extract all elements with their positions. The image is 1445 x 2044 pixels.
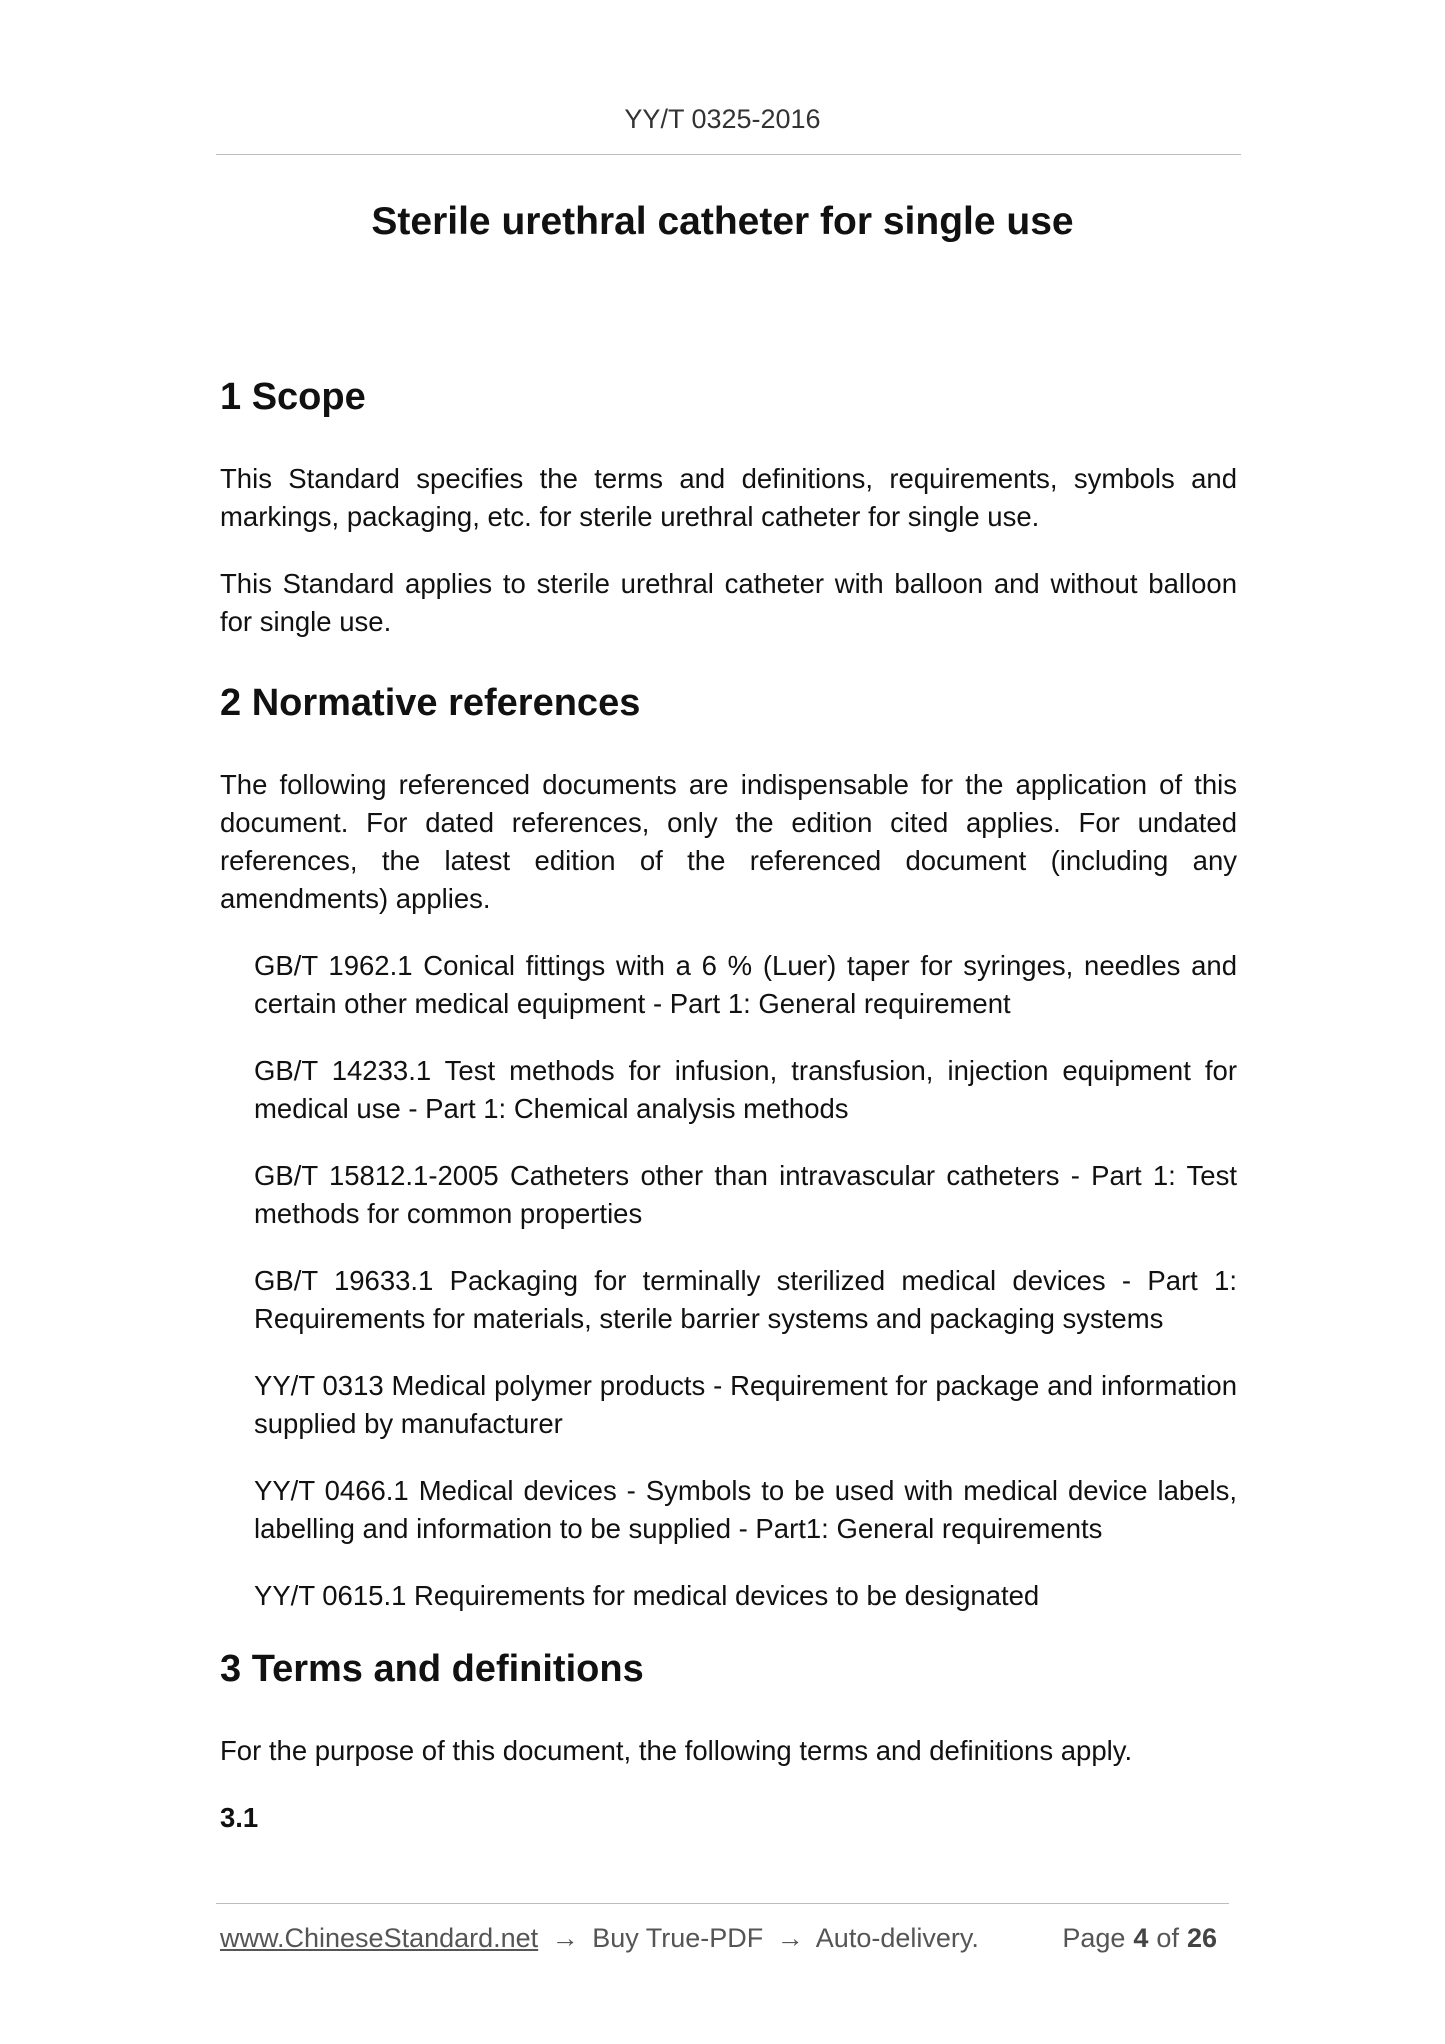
footer-buy-text: Buy True-PDF [592, 1923, 764, 1953]
header-divider [216, 154, 1241, 155]
page-of-label: of [1156, 1923, 1179, 1953]
website-link[interactable]: www.ChineseStandard.net [220, 1923, 539, 1953]
standard-code-header: YY/T 0325-2016 [624, 104, 821, 134]
page-label: Page [1062, 1923, 1126, 1953]
reference-item: YY/T 0466.1 Medical devices - Symbols to be used with medical device labels, labelling and information to be supplied - Part1: General requirements [254, 1475, 1237, 1544]
page-total: 26 [1186, 1923, 1217, 1953]
document-body [220, 373, 1237, 1837]
page-footer [220, 1920, 1225, 1956]
scope-paragraph: This Standard applies to sterile urethral catheter with balloon and without balloon for single use. [220, 568, 1237, 637]
terms-intro-paragraph: For the purpose of this document, the following terms and definitions apply. [220, 1735, 1133, 1766]
clause-number: 3.1 [220, 1802, 259, 1833]
page-current: 4 [1133, 1923, 1149, 1953]
document-title: Sterile urethral catheter for single use [371, 200, 1074, 243]
reference-list [220, 947, 1237, 1615]
reference-item: GB/T 1962.1 Conical fittings with a 6 % (Luer) taper for syringes, needles and certain other medical equipment - Part 1: General requirement [254, 950, 1237, 1019]
arrow-right-icon: → [776, 1923, 804, 1953]
footer-divider [216, 1903, 1229, 1904]
section-heading-normative-references: 2 Normative references [220, 682, 641, 724]
reference-item: YY/T 0313 Medical polymer products - Requirement for package and information supplied by manufacturer [254, 1370, 1237, 1439]
reference-item: GB/T 15812.1-2005 Catheters other than intravascular catheters - Part 1: Test methods for common properties [254, 1160, 1237, 1229]
reference-item: YY/T 0615.1 Requirements for medical devices to be designated [254, 1580, 1040, 1611]
arrow-right-icon: → [551, 1923, 579, 1953]
scope-paragraph: This Standard specifies the terms and definitions, requirements, symbols and markings, packaging, etc. for sterile urethral catheter for single use. [220, 463, 1237, 532]
reference-item: GB/T 19633.1 Packaging for terminally sterilized medical devices - Part 1: Requirements for materials, sterile barrier systems and packaging systems [254, 1265, 1237, 1334]
reference-item: GB/T 14233.1 Test methods for infusion, transfusion, injection equipment for medical use - Part 1: Chemical analysis methods [254, 1055, 1237, 1124]
section-heading-terms: 3 Terms and definitions [220, 1648, 644, 1690]
footer-delivery-text: Auto-delivery. [815, 1923, 979, 1953]
section-heading-scope: 1 Scope [220, 376, 366, 418]
page-number [1062, 1920, 1225, 1956]
normative-intro-paragraph: The following referenced documents are indispensable for the application of this document. For dated references, only the edition cited applies. For undated references, the latest edition of the referenced document (including any amendments) applies. [220, 769, 1237, 914]
